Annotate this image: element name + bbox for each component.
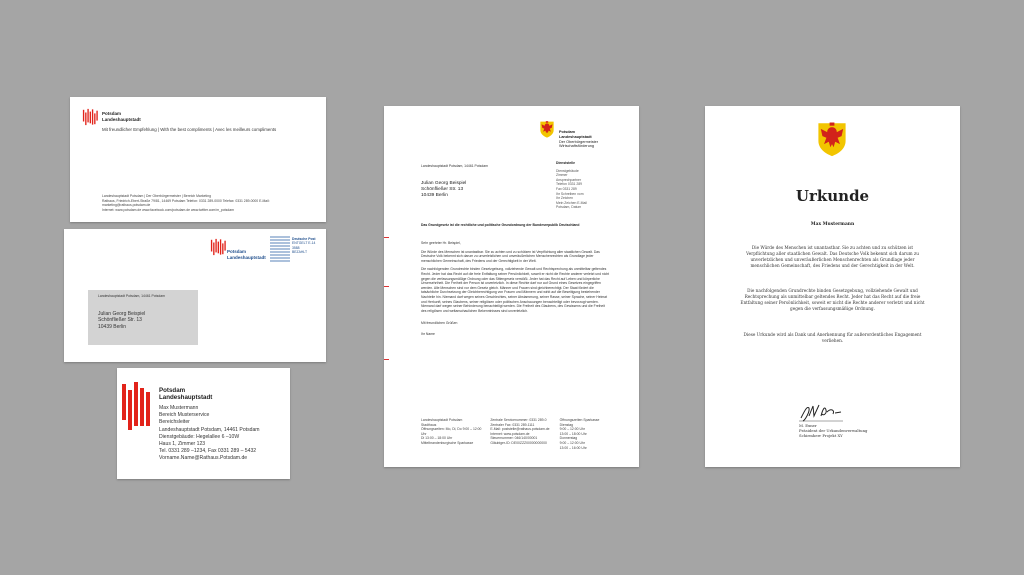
letter-closing: Mit freundlichen Grüßen	[421, 321, 458, 326]
slip-footer-line: Rathaus, Friedrich-Ebert-Straße 79/81, 14469 Potsdam Telefon: 0331 289-0000 Telefax: 0331 289-0000 E-Mail: marketing@rathaus.potsdam.de	[102, 198, 270, 208]
letter-brand-line1: Potsdam	[559, 130, 576, 134]
business-card	[117, 368, 290, 479]
side-line: Telefon 0331 289	[556, 182, 583, 187]
letter-address	[421, 181, 466, 200]
side-line: Ansprechpartner	[556, 177, 582, 182]
footer-col	[560, 418, 621, 450]
footer-line: Di 13:00 – 18:00 Uhr	[421, 436, 453, 441]
envelope	[64, 229, 326, 362]
bizcard-brand	[159, 387, 212, 402]
certificate-paragraph: Diese Urkunde wird als Dank und Anerkennung für außerordentliches Engagement verliehen.	[743, 332, 922, 343]
slip-footer-line: Internet: www.potsdam.de www.facebook.com/potsdam.de www.twitter.com/m_potsdam	[102, 207, 234, 212]
side-line: Fax 0331 289	[556, 186, 577, 191]
address-line: 10439 Berlin	[421, 193, 448, 199]
eagle-crest-icon	[539, 120, 555, 138]
bizcard-line: Tel. 0331 289 –1234, Fax 0331 289 – 5432	[159, 448, 257, 455]
certificate-paragraph: Die nachfolgenden Grundrechte binden Gesetzgebung, vollziehende Gewalt und Rechtsprechung als unmittelbar geltendes Recht. Jeder hat das Recht auf die freie Entfaltung seiner Persönlichkeit, soweit er nicht die Rechte anderer verletzt und nicht gegen die verfassungsmäßige Ordnung.	[740, 288, 925, 311]
fold-mark	[384, 359, 389, 360]
side-line: Zimmer	[556, 173, 568, 178]
fold-mark	[384, 237, 389, 238]
letter-signature: Ihr Name	[421, 331, 435, 336]
handwritten-signature-icon	[797, 402, 847, 424]
slip-brand-line2: Landeshauptstadt	[102, 116, 141, 122]
certificate	[705, 106, 960, 467]
bizcard-line: Vorname.Name@Rathaus.Potsdam.de	[159, 455, 248, 462]
address-line: Schönfließer Str. 13	[98, 317, 142, 324]
footer-line: 13:00 – 18:00 Uhr	[559, 431, 587, 436]
bizcard-line: Bereich Musterservice	[159, 412, 210, 419]
footer-line: Öffnungszeiten Sparkasse	[559, 418, 600, 422]
slip-footer-line: Landeshauptstadt Potsdam | Der Oberbürgermeister | Bereich Marketing	[102, 194, 211, 198]
address-line: Schönfließer Str. 13	[421, 187, 464, 193]
slip-footer	[102, 194, 317, 212]
signer-title: Schirmherr Projekt XY	[799, 433, 843, 438]
footer-line: Internet: www.potsdam.de	[490, 431, 530, 436]
side-line: Mein Zeichen E-Mail	[556, 200, 587, 205]
letter-brand	[559, 130, 598, 149]
signer-name: M. Exner	[799, 423, 817, 428]
footer-line: E-Mail: poststelle@rathaus.potsdam.de	[490, 427, 550, 432]
envelope-sender-line: Landeshauptstadt Potsdam, 14461 Potsdam	[98, 294, 165, 298]
slip-brand	[102, 111, 141, 122]
slip-tagline: Mit freundlicher Empfehlung | With the best compliments | Avec les meilleurs compliments	[102, 127, 277, 132]
footer-col	[421, 418, 482, 450]
side-line: Ihr Schreiben vom	[556, 191, 584, 196]
potsdam-stripes-logo-icon	[210, 237, 228, 257]
certificate-title: Urkunde	[795, 187, 870, 205]
footer-line: Steuernummer: 046/140/00001	[490, 436, 538, 441]
postage-line: ENTGELT E-14 3588	[292, 241, 316, 250]
envelope-address	[98, 311, 145, 330]
envelope-brand-line2: Landeshauptstadt	[227, 254, 266, 260]
footer-line: Gläubiger-ID: DE00ZZZ00000000000	[490, 440, 547, 445]
bizcard-brand-line2: Landeshauptstadt	[159, 394, 213, 402]
letter-brand-line3: Der Oberbürgermeister	[559, 139, 599, 144]
letter-paragraph: Die nachfolgenden Grundrechte binden Gesetzgebung, vollziehende Gewalt und Rechtsprechung als unmittelbar geltendes Recht. Jeder hat das Recht auf die freie Entfaltung seiner Persönlichkeit, soweit er nicht die Rechte anderer verletzt und nicht gegen die verfassungsmäßige Ordnung oder das Sittengesetz verstößt. Jeder hat das Recht auf Leben und körperliche Unversehrtheit. Die Freiheit der Person ist unverletzlich. In diese Rechte darf nur auf Grund eines Gesetzes eingegriffen werden. Alle Menschen sind vor dem Gesetz gleich. Männer und Frauen sind gleichberechtigt. Der Staat fördert die tatsächliche Durchsetzung der Gleichberechtigung von Frauen und Männern und wirkt auf die Beseitigung bestehender Nachteile hin. Niemand darf wegen seines Geschlechtes, seiner Abstammung, seiner Rasse, seiner Sprache, seiner Heimat und Herkunft, seines Glaubens, seiner religiösen oder politischen Anschauungen benachteiligt oder bevorzugt werden. Niemand darf wegen seiner Behinderung benachteiligt werden. Die Freiheit des Glaubens, des Gewissens und die Freiheit des religiösen und weltanschaulichen Bekenntnisses sind unverletzlich.	[421, 267, 610, 313]
address-line: Julian Georg Beispiel	[421, 181, 467, 186]
footer-col	[490, 418, 551, 450]
signer-title: Präsident der Urkundenverwaltung	[799, 428, 868, 433]
postage-label	[292, 237, 322, 255]
footer-line: 9:00 – 12:00 Uhr	[559, 440, 585, 445]
envelope-brand-line1: Potsdam	[227, 249, 247, 254]
footer-line: Landeshauptstadt Potsdam	[421, 418, 463, 422]
bizcard-line: Dienstgebäude: Hegelallee 6 –10W	[159, 433, 240, 440]
bizcard-line: Bereichsleiter	[159, 419, 190, 426]
potsdam-stripes-logo-icon	[82, 107, 100, 127]
bizcard-details	[159, 405, 260, 463]
letter-footer	[421, 418, 621, 450]
address-line: Julian Georg Beispiel	[98, 311, 146, 317]
certificate-signer	[799, 423, 867, 438]
address-window	[88, 290, 198, 345]
letter	[384, 106, 639, 467]
footer-line: Mittelbrandenburgische Sparkasse	[421, 440, 474, 445]
footer-line: 9:00 – 12:00 Uhr	[559, 427, 585, 432]
letter-subject: Das Grundgesetz ist die rechtliche und politische Grundordnung der Bundesrepublik Deutschland	[421, 223, 580, 227]
letter-side-info	[556, 161, 614, 210]
footer-line: 13:00 – 16:00 Uhr	[559, 445, 587, 450]
compliment-slip	[70, 97, 326, 222]
letter-paragraph: Die Würde des Menschen ist unantastbar. Sie zu achten und zu schützen ist Verpflichtung aller staatlichen Gewalt. Das Deutsche Volk bekennt sich darum zu unverletzlichen und unveräußerlichen Menschenrechten als Grundlage jeder menschlichen Gemeinschaft, des Friedens und der Gerechtigkeit in der Welt.	[421, 249, 600, 263]
bizcard-line: Landeshauptstadt Potsdam, 14461 Potsdam	[159, 426, 260, 433]
postage-line: BEZAHLT	[292, 250, 308, 255]
slip-brand-line1: Potsdam	[102, 111, 122, 116]
letter-salutation: Sehr geehrter Hr. Beispiel,	[421, 241, 461, 245]
eagle-crest-icon	[816, 120, 848, 157]
bizcard-brand-line1: Potsdam	[159, 387, 186, 394]
postage-line: Deutsche Post	[292, 237, 316, 241]
footer-line: Donnerstag	[559, 436, 578, 441]
potsdam-stripes-logo-icon	[121, 382, 153, 432]
letter-body	[421, 241, 611, 341]
certificate-recipient: Max Mustermann	[810, 222, 855, 227]
side-line: Potsdam, Datum	[556, 205, 582, 210]
bizcard-line: Max Mustermann	[159, 405, 199, 411]
footer-line: Zentrale Servicenummer: 0331 289-0	[490, 418, 547, 422]
address-line: 10439 Berlin	[98, 323, 127, 330]
side-line: Ihr Zeichen	[556, 196, 573, 201]
letter-sender-line: Landeshauptstadt Potsdam, 14461 Potsdam	[421, 164, 488, 168]
bizcard-line: Haus 1, Zimmer 123	[159, 441, 206, 448]
postage-qr-icon	[270, 236, 290, 262]
footer-line: Öffnungszeiten: Mo, Di, Do 9:00 – 12:00 Uhr	[421, 427, 482, 436]
footer-line: Zentraler Fax: 0331 289-1111	[490, 422, 535, 427]
letter-brand-line2: Landeshauptstadt	[559, 134, 592, 139]
letter-brand-line4: Wirtschaftsförderung	[559, 144, 595, 149]
punch-mark	[384, 286, 389, 287]
side-heading: Dienststelle	[556, 161, 576, 165]
side-line: Dienstgebäude	[556, 168, 579, 173]
certificate-paragraph: Die Würde des Menschen ist unantastbar. Sie zu achten und zu schützen ist Verpflichtung aller staatlichen Gewalt. Das Deutsche Volk bekennt sich darum zu unverletzlichen und unveräußerlichen Menschenrechten als Grundlage jeder menschlichen Gemeinschaft, des Friedens und der Gerechtigkeit in der Welt.	[746, 245, 919, 268]
footer-line: Stadthaus	[421, 422, 437, 427]
envelope-brand	[227, 249, 266, 260]
footer-line: Dienstag	[559, 422, 574, 427]
